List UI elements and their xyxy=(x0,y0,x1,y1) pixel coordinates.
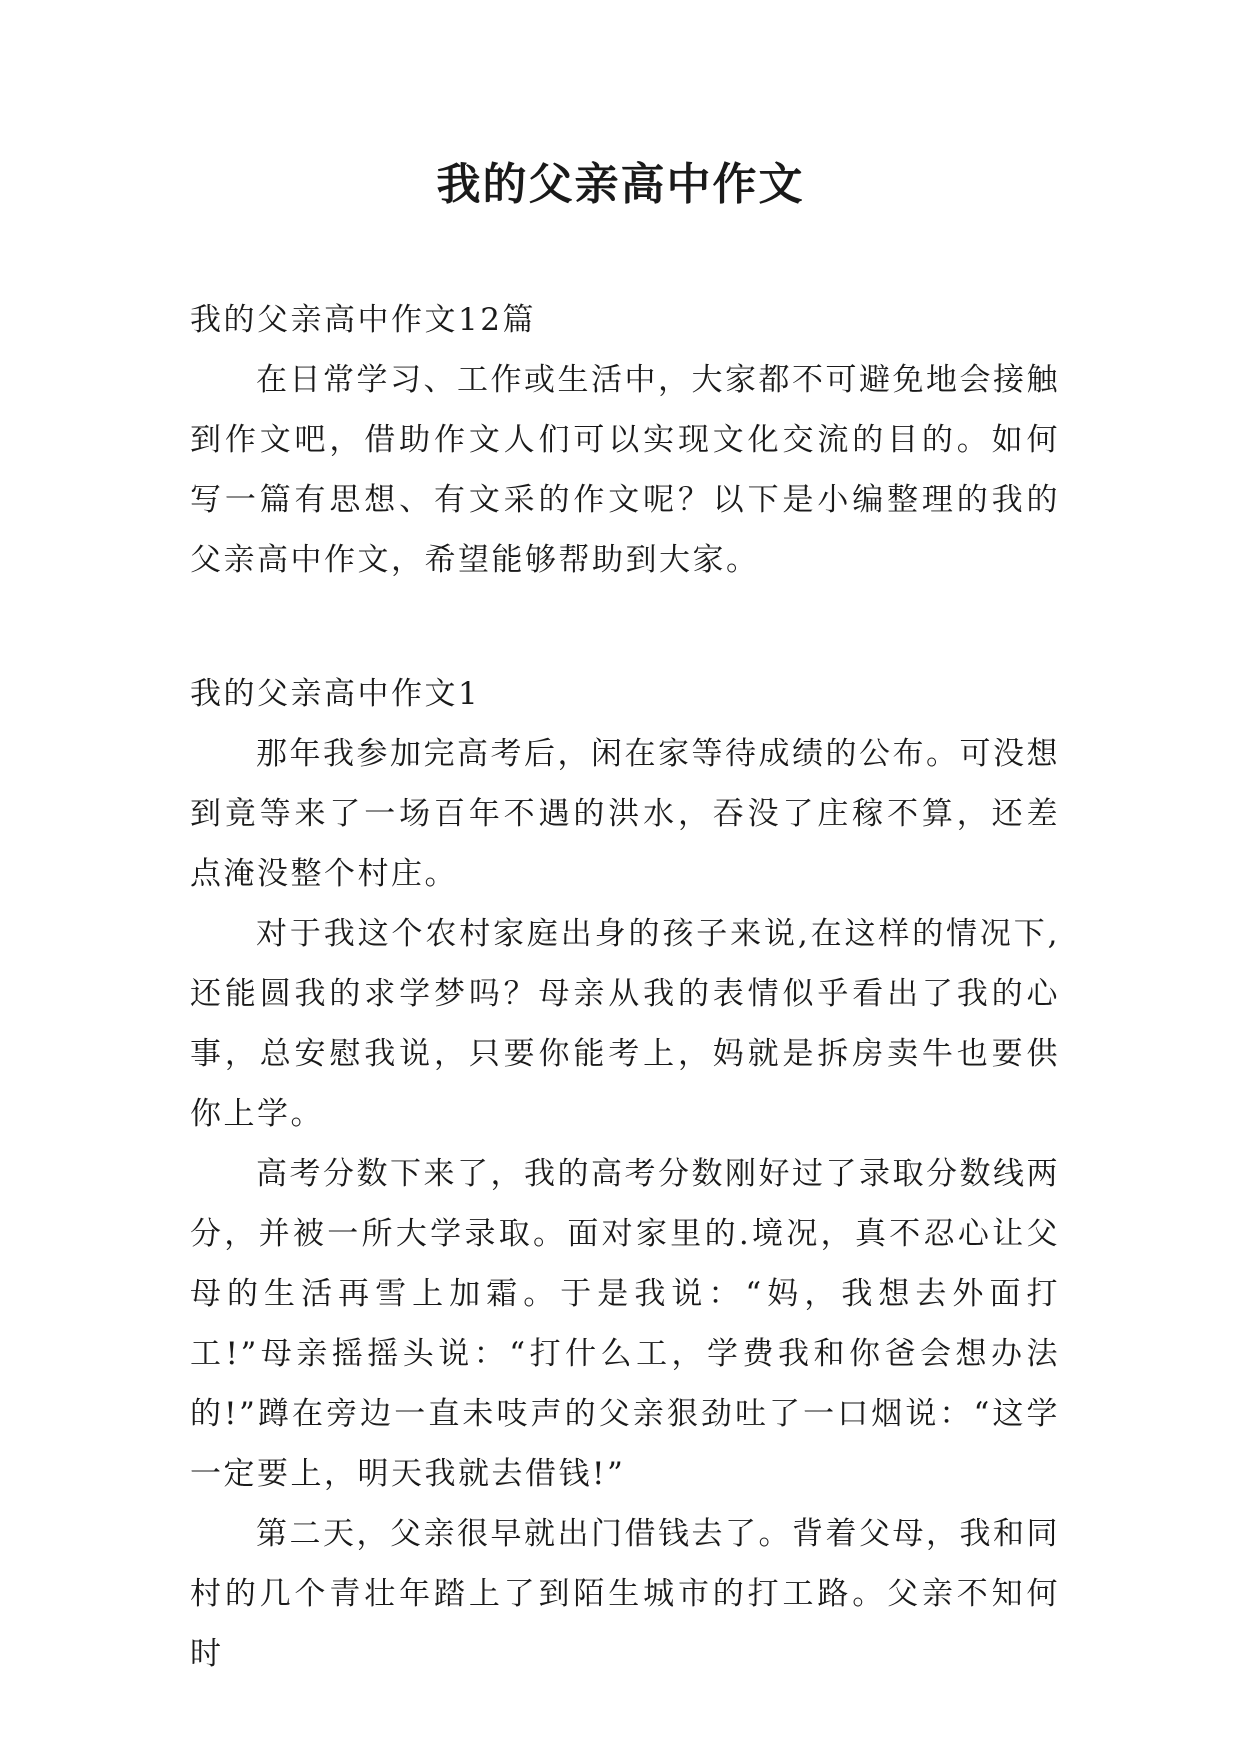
body-paragraph: 对于我这个农村家庭出身的孩子来说,在这样的情况下,还能圆我的求学梦吗？母亲从我的表情似乎看出了我的心事，总安慰我说，只要你能考上，妈就是拆房卖牛也要供你上学。 xyxy=(190,916,1060,1132)
body-paragraph: 第二天，父亲很早就出门借钱去了。背着父母，我和同村的几个青壮年踏上了到陌生城市的打工路。父亲不知何时 xyxy=(190,1516,1060,1672)
document-subtitle: 我的父亲高中作文12篇 xyxy=(190,302,536,338)
section-heading: 我的父亲高中作文1 xyxy=(190,676,481,712)
body-paragraph: 那年我参加完高考后，闲在家等待成绩的公布。可没想到竟等来了一场百年不遇的洪水，吞没了庄稼不算，还差点淹没整个村庄。 xyxy=(190,736,1060,892)
body-paragraph: 高考分数下来了，我的高考分数刚好过了录取分数线两分，并被一所大学录取。面对家里的.境况，真不忍心让父母的生活再雪上加霜。于是我说：“妈，我想去外面打工!”母亲摇摇头说：“打什么工，学费我和你爸会想办法的!”蹲在旁边一直未吱声的父亲狠劲吐了一口烟说：“这学一定要上，明天我就去借钱!” xyxy=(190,1156,1060,1492)
document-title: 我的父亲高中作文 xyxy=(436,159,805,210)
section-spacer xyxy=(190,590,1060,664)
intro-paragraph: 在日常学习、工作或生活中，大家都不可避免地会接触到作文吧，借助作文人们可以实现文化交流的目的。如何写一篇有思想、有文采的作文呢？以下是小编整理的我的父亲高中作文，希望能够帮助到大家。 xyxy=(190,362,1060,578)
document-body xyxy=(190,290,1060,1684)
